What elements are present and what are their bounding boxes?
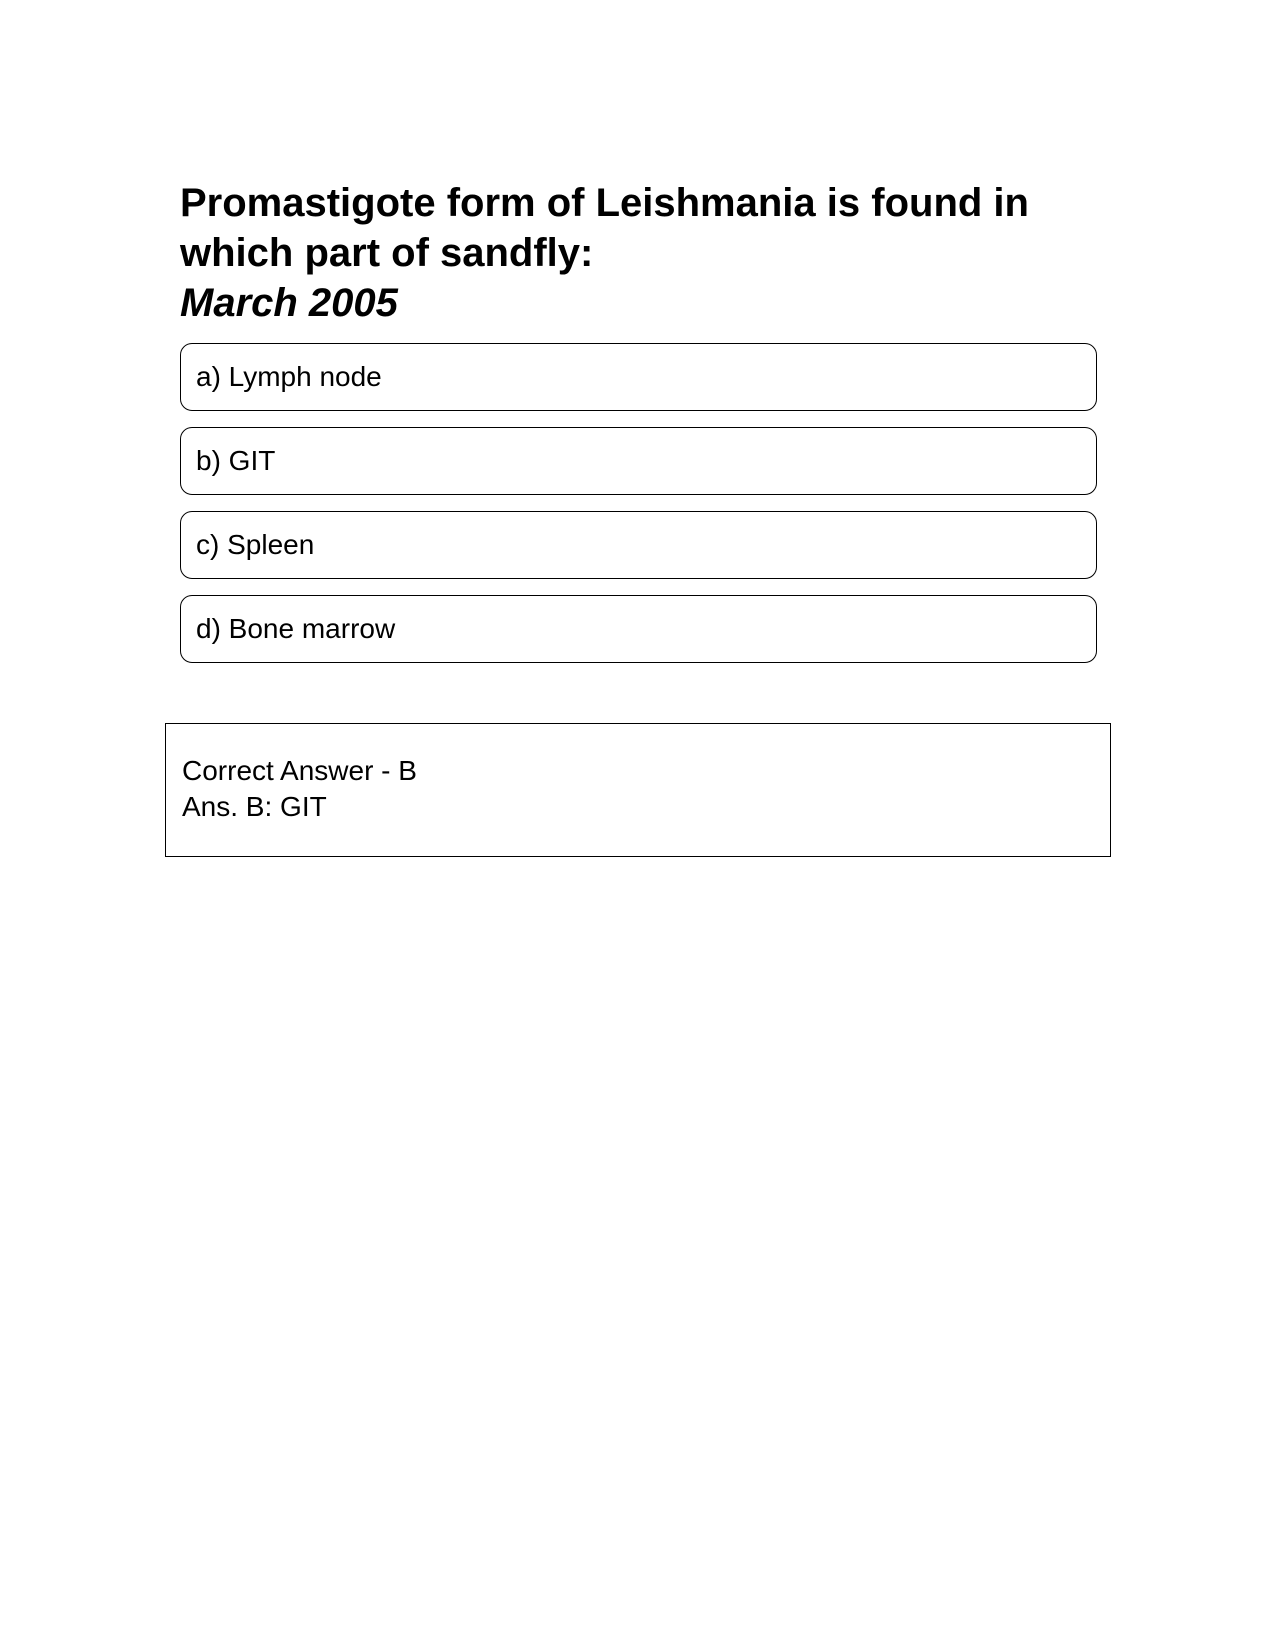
options-list: [180, 343, 1097, 679]
option-b[interactable]: b) GIT: [180, 427, 1097, 495]
answer-explanation: Ans. B: GIT: [182, 791, 327, 822]
correct-answer: Correct Answer - B: [182, 755, 417, 786]
question-heading: [180, 178, 1100, 328]
answer-box: [165, 723, 1111, 857]
option-c[interactable]: c) Spleen: [180, 511, 1097, 579]
question-date: March 2005: [180, 281, 398, 325]
question-text: Promastigote form of Leishmania is found in which part of sandfly:: [180, 181, 1029, 275]
option-d[interactable]: d) Bone marrow: [180, 595, 1097, 663]
option-a[interactable]: a) Lymph node: [180, 343, 1097, 411]
